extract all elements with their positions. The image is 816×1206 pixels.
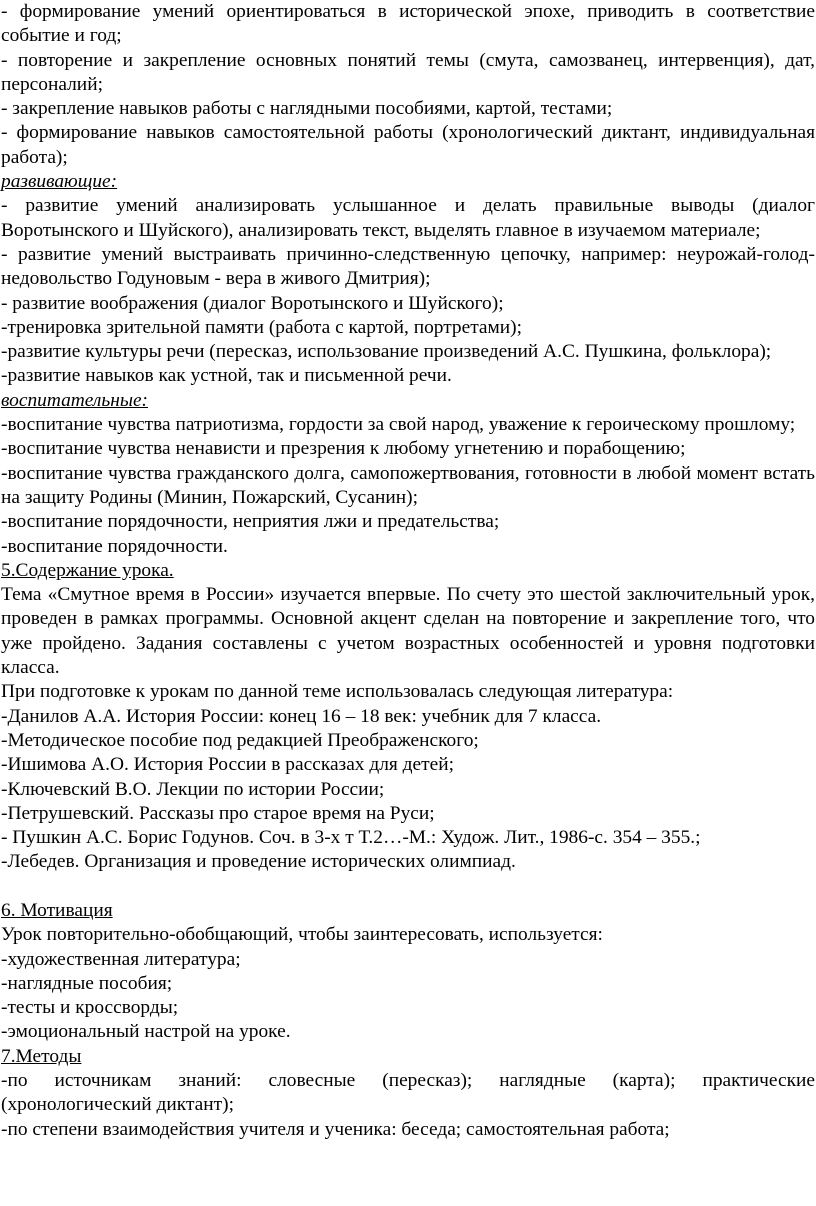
motivation-heading: 6. Мотивация (1, 899, 113, 921)
literature-item: - Пушкин А.С. Борис Годунов. Соч. в 3-х т Т.2…-М.: Худож. Лит., 1986-с. 354 – 355.; (1, 827, 701, 849)
literature-item: -Лебедев. Организация и проведение исторических олимпиад. (1, 851, 516, 873)
educational-item: -воспитание чувства гражданского долга, самопожертвования, готовности в любой момент встать на защиту Родины (Минин, Пожарский, Сусанин); (1, 462, 815, 508)
methods-item: -по степени взаимодействия учителя и ученика: беседа; самостоятельная работа; (1, 1118, 670, 1140)
goal-item: - закрепление навыков работы с наглядными пособиями, картой, тестами; (1, 98, 613, 120)
content-heading: 5.Содержание урока. (1, 559, 174, 581)
developing-item: -развитие навыков как устной, так и письменной речи. (1, 365, 452, 387)
literature-item: -Ключевский В.О. Лекции по истории России; (1, 778, 385, 800)
motivation-item: -эмоциональный настрой на уроке. (1, 1021, 291, 1043)
developing-item: -тренировка зрительной памяти (работа с картой, портретами); (1, 316, 523, 338)
educational-item: -воспитание порядочности, неприятия лжи и предательства; (1, 511, 500, 533)
motivation-intro: Урок повторительно-обобщающий, чтобы заинтересовать, используется: (1, 924, 603, 946)
developing-item: - развитие воображения (диалог Воротынского и Шуйского); (1, 292, 504, 314)
literature-intro: При подготовке к урокам по данной теме использовалась следующая литература: (1, 681, 674, 703)
developing-heading: развивающие: (1, 171, 118, 193)
educational-item: -воспитание чувства ненависти и презрения к любому угнетению и порабощению; (1, 438, 686, 460)
methods-heading: 7.Методы (1, 1045, 82, 1067)
developing-item: - развитие умений выстраивать причинно-следственную цепочку, например: неурожай-голод-недовольство Годуновым - вера в живого Дмитрия); (1, 243, 815, 290)
educational-item: -воспитание чувства патриотизма, гордости за свой народ, уважение к героическому прошлому; (1, 414, 796, 436)
content-intro: Тема «Смутное время в России» изучается впервые. По счету это шестой заключительный урок, проведен в рамках программы. Основной акцент сделан на повторение и закрепление того, что уже пройдено. Задания составлены с учетом возрастных особенностей и уровня подготовки класса. (1, 584, 815, 679)
blank-line (1, 875, 815, 899)
literature-item: -Методическое пособие под редакцией Преображенского; (1, 729, 479, 751)
developing-item: -развитие культуры речи (пересказ, использование произведений А.С. Пушкина, фольклора); (1, 341, 772, 363)
goal-item: - повторение и закрепление основных понятий темы (смута, самозванец, интервенция), дат, персоналий; (1, 49, 815, 95)
goal-item: - формирование навыков самостоятельной работы (хронологический диктант, индивидуальная работа); (1, 122, 815, 168)
literature-item: -Ишимова А.О. История России в рассказах для детей; (1, 754, 454, 776)
goal-item: - формирование умений ориентироваться в исторической эпохе, приводить в соответствие событие и год; (1, 1, 815, 47)
developing-item: - развитие умений анализировать услышанное и делать правильные выводы (диалог Воротынского и Шуйского), анализировать текст, выделять главное в изучаемом материале; (1, 195, 815, 241)
literature-item: -Данилов А.А. История России: конец 16 – 18 век: учебник для 7 класса. (1, 705, 602, 727)
literature-item: -Петрушевский. Рассказы про старое время на Руси; (1, 802, 435, 824)
methods-item: -по источникам знаний: словесные (пересказ); наглядные (карта); практические (хронологический диктант); (1, 1070, 815, 1116)
motivation-item: -тесты и кроссворды; (1, 997, 179, 1019)
motivation-item: -художественная литература; (1, 948, 241, 970)
educational-heading: воспитательные: (1, 389, 149, 411)
educational-item: -воспитание порядочности. (1, 535, 228, 557)
motivation-item: -наглядные пособия; (1, 972, 173, 994)
